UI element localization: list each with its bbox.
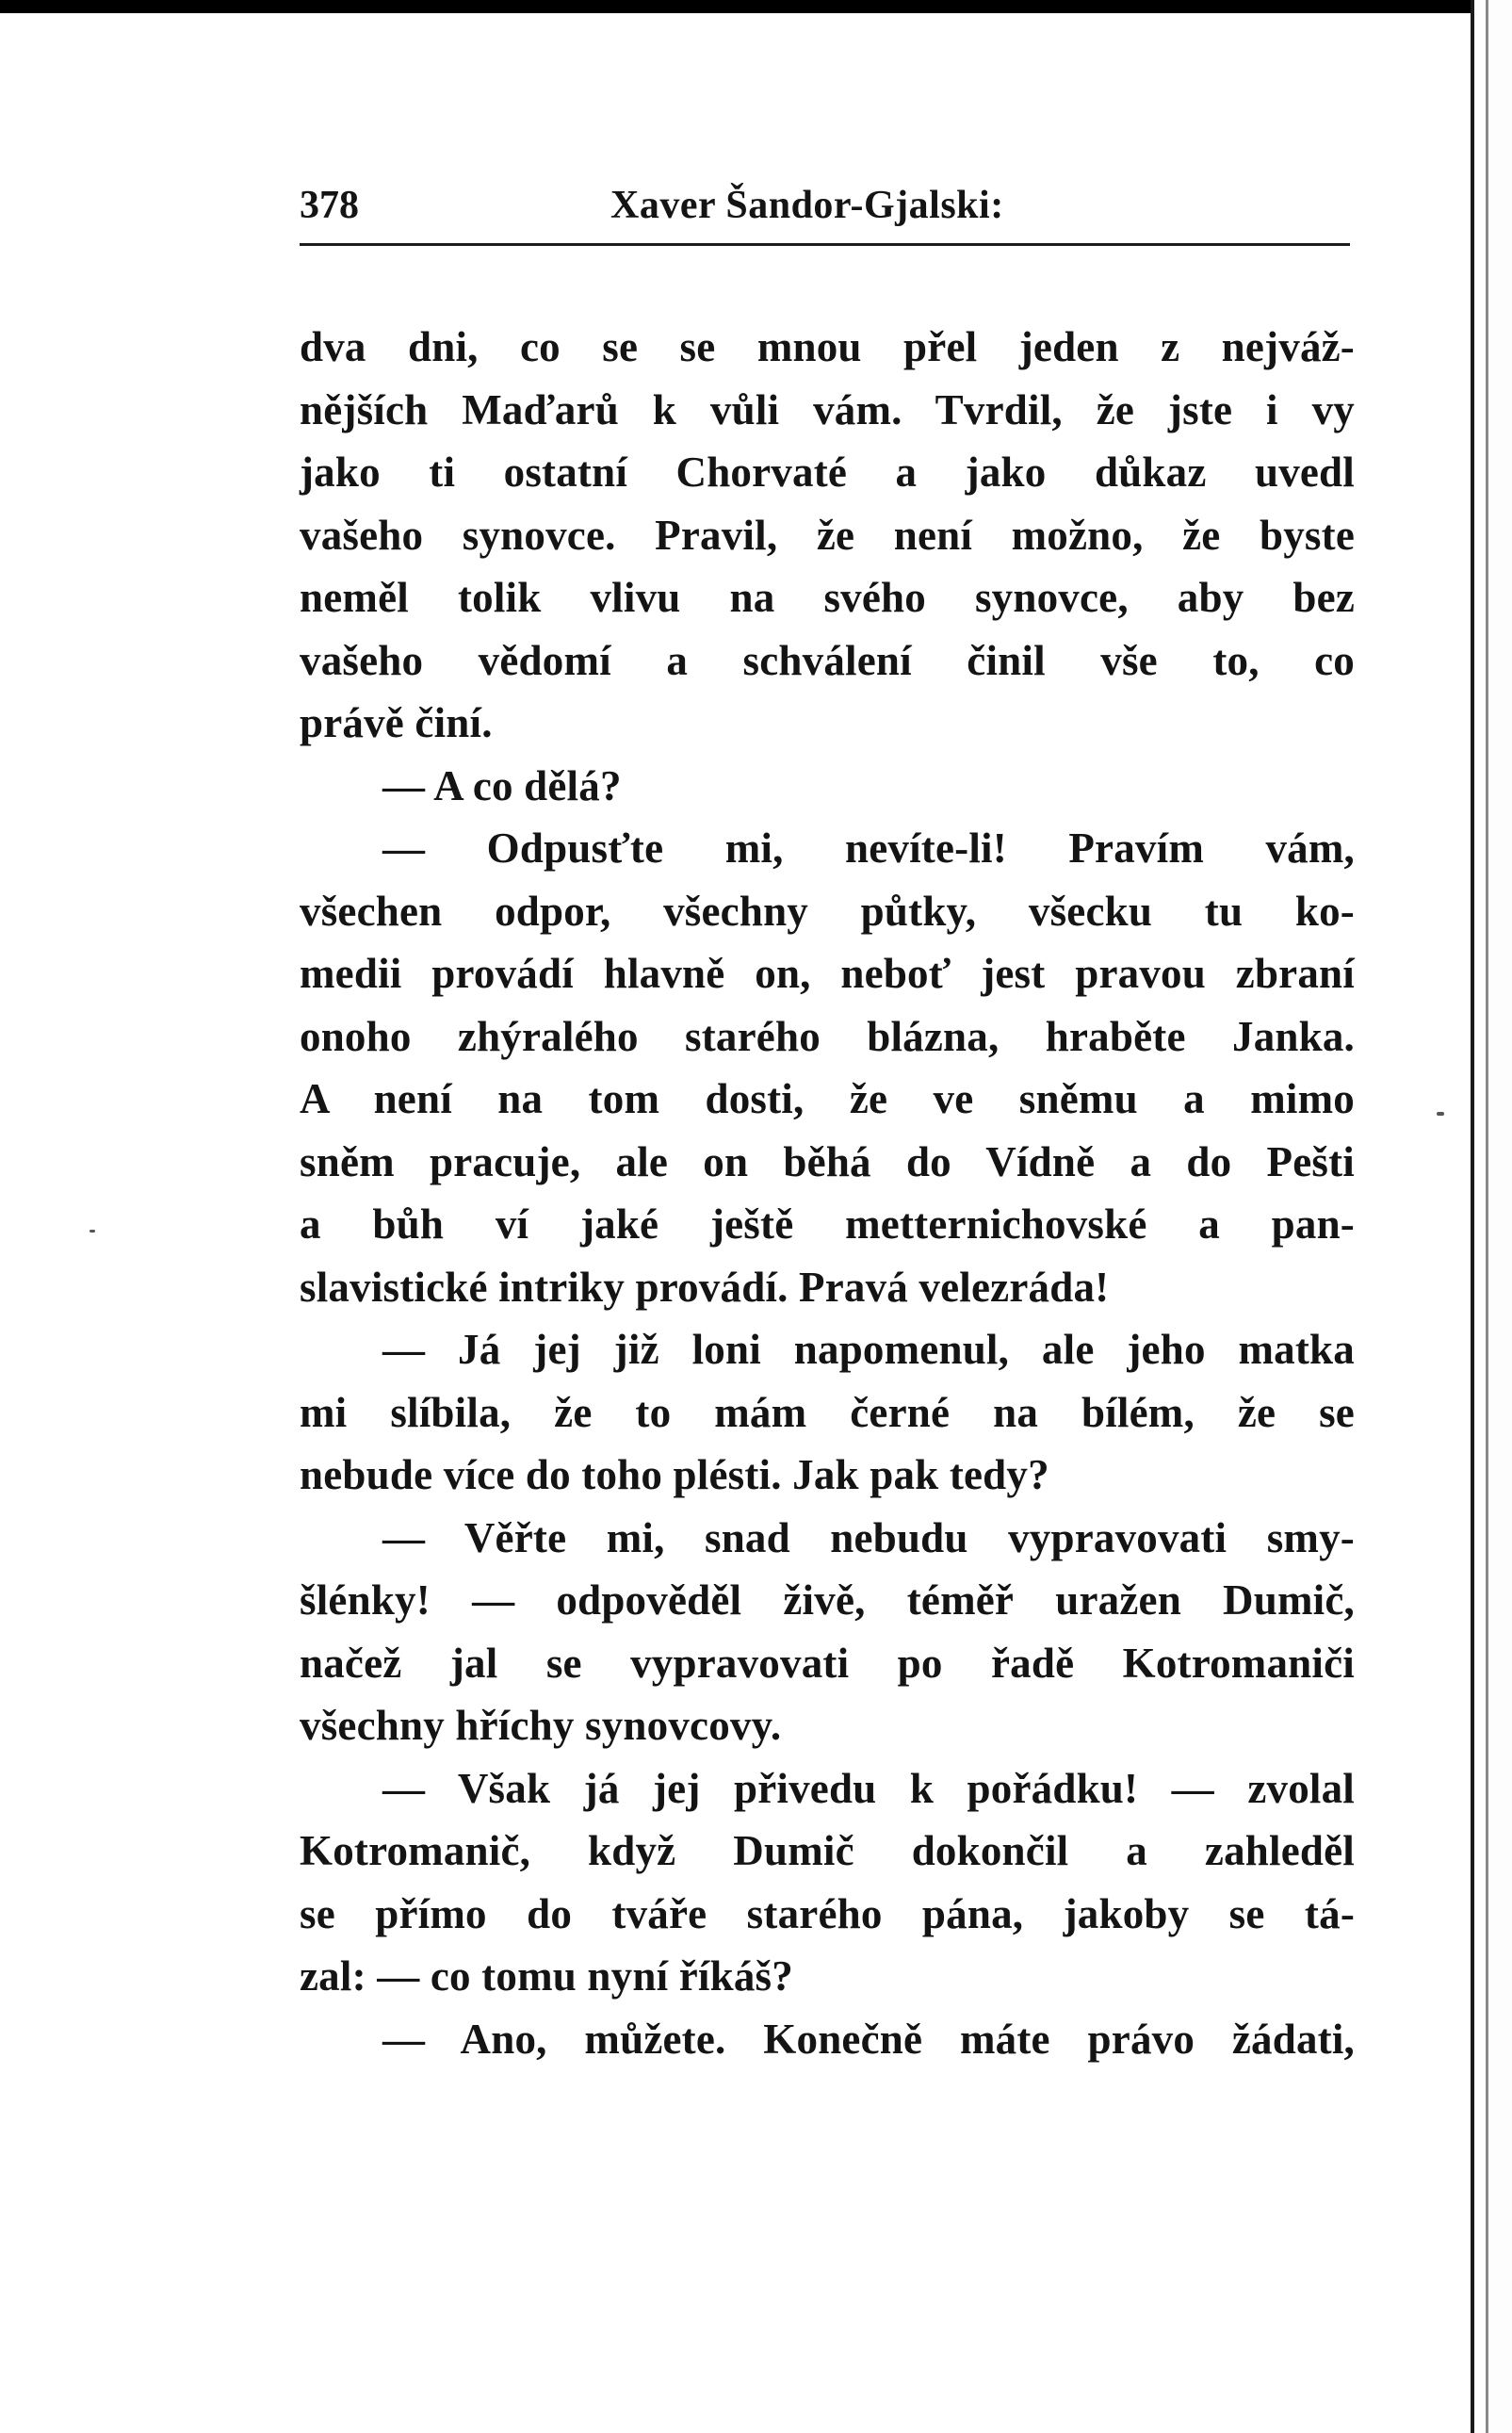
text-line: slavistické intriky provádí. Pravá velezráda! — [300, 1263, 1110, 1311]
body-text — [300, 316, 1355, 2070]
text-line: neměl tolik vlivu na svého synovce, aby bez — [300, 574, 1355, 621]
text-line: — Ano, můžete. Konečně máte právo žádati, — [382, 2015, 1355, 2063]
text-line: Kotromanič, když Dumič dokončil a zahleděl — [300, 1827, 1355, 1874]
text-line: právě činí. — [300, 699, 493, 746]
text-line: — Však já jej přivedu k pořádku! — zvolal — [382, 1764, 1355, 1812]
text-line: — A co dělá? — [382, 761, 622, 809]
text-line: onoho zhýralého starého blázna, hraběte Janka. — [300, 1012, 1355, 1060]
text-line: načež jal se vypravovati po řadě Kotromaniči — [300, 1639, 1355, 1687]
text-line: vašeho vědomí a schválení činil vše to, co — [300, 636, 1355, 684]
running-head: Xaver Šandor-Gjalski: — [610, 184, 1004, 227]
text-line: zal: — co tomu nyní říkáš? — [300, 1952, 793, 2000]
text-line: všechen odpor, všechny půtky, všecku tu ko- — [300, 887, 1355, 935]
text-line: — Věřte mi, snad nebudu vypravovati smy- — [382, 1513, 1355, 1561]
text-line: A není na tom dosti, že ve sněmu a mimo — [300, 1075, 1355, 1122]
text-line: mi slíbila, že to mám černé na bílém, že se — [300, 1388, 1355, 1436]
scan-speck — [89, 1230, 95, 1233]
text-line: a bůh ví jaké ještě metternichovské a pan- — [300, 1200, 1355, 1248]
scan-edge-stripe — [1486, 0, 1488, 2433]
header-rule — [300, 243, 1350, 246]
text-line: — Já jej již loni napomenul, ale jeho matka — [382, 1326, 1355, 1373]
text-line: sněm pracuje, ale on běhá do Vídně a do Pešti — [300, 1137, 1355, 1185]
text-line: — Odpusťte mi, nevíte-li! Pravím vám, — [382, 825, 1355, 872]
page-number: 378 — [300, 184, 359, 227]
text-line: medii provádí hlavně on, neboť jest pravou zbraní — [300, 950, 1355, 997]
text-line: nebude více do toho plésti. Jak pak tedy? — [300, 1451, 1049, 1498]
text-line: se přímo do tváře starého pána, jakoby se tá- — [300, 1889, 1355, 1937]
text-line: vašeho synovce. Pravil, že není možno, že byste — [300, 511, 1355, 559]
text-line: dva dni, co se se mnou přel jeden z nejváž- — [300, 323, 1355, 370]
scan-speck — [1437, 1112, 1444, 1116]
page-header — [300, 177, 1355, 234]
text-line: všechny hříchy synovcovy. — [300, 1702, 782, 1749]
scan-right-edge — [1471, 0, 1512, 2433]
scan-top-edge — [0, 0, 1512, 13]
text-line: nějších Maďarů k vůli vám. Tvrdil, že jste i vy — [300, 385, 1355, 433]
text-line: šlénky! — odpověděl živě, téměř uražen Dumič, — [300, 1576, 1355, 1624]
text-line: jako ti ostatní Chorvaté a jako důkaz uvedl — [300, 449, 1355, 496]
